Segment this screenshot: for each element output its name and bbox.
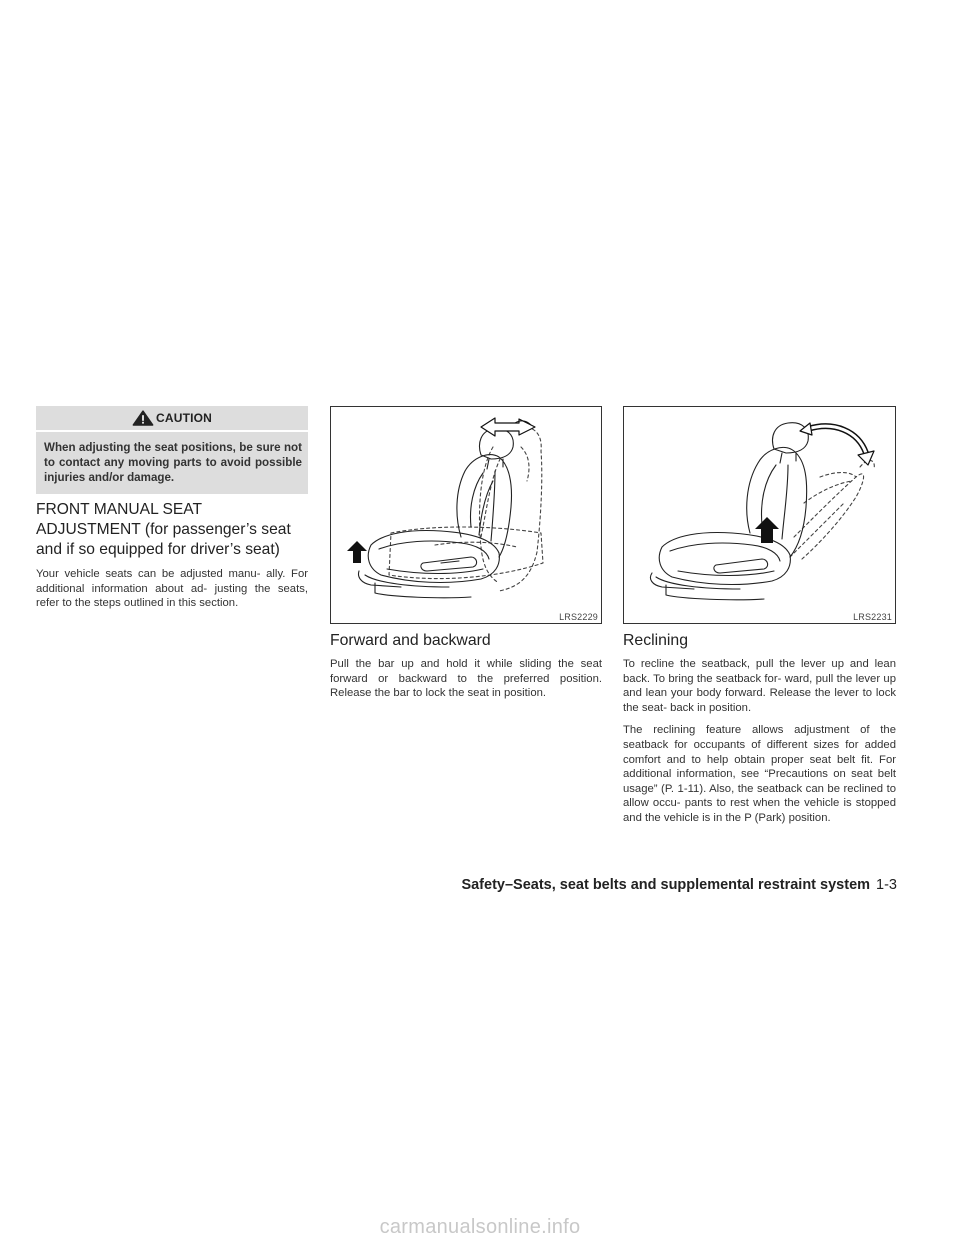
figure-id-lrs2231: LRS2231 xyxy=(853,612,892,622)
reclining-text-2: The reclining feature allows adjustment of the seatback for occupants of different sizes for added comfort and to help obtain proper seat belt fit. For additional information, see “Precautions on seat belt usage” (P. 1-11). Also, the seatback can be reclined to allow occu- pants to rest when the vehicle is stopped and the vehicle is in the P (Park) position. xyxy=(623,724,896,824)
seat-slide-illustration xyxy=(331,407,603,625)
caution-header xyxy=(36,406,308,430)
page-number: 1-3 xyxy=(876,877,897,893)
subheading-forward-backward: Forward and backward xyxy=(330,632,491,649)
seat-recline-figure xyxy=(623,406,896,624)
caution-box xyxy=(36,406,308,494)
section-intro-text: Your vehicle seats can be adjusted manu- ally. For additional information about ad- justing the seats, refer to the steps outlined in this section. xyxy=(36,568,308,610)
middle-column xyxy=(330,406,602,709)
subheading-reclining: Reclining xyxy=(623,632,688,649)
caution-text: When adjusting the seat positions, be sure not to contact any moving parts to avoid possible injuries and/or damage. xyxy=(44,441,302,484)
seat-recline-illustration xyxy=(624,407,897,625)
watermark-text: carmanualsonline.info xyxy=(379,1216,581,1238)
warning-icon xyxy=(132,410,154,426)
left-column xyxy=(36,406,308,619)
page-footer xyxy=(461,877,897,893)
seat-slide-figure xyxy=(330,406,602,624)
caution-heading: CAUTION xyxy=(155,411,213,425)
figure-id-lrs2229: LRS2229 xyxy=(559,612,598,622)
right-column xyxy=(623,406,896,834)
chapter-title: Safety–Seats, seat belts and supplemental restraint system xyxy=(461,877,871,893)
reclining-text-1: To recline the seatback, pull the lever up and lean back. To bring the seatback for- ward, pull the lever up and lean your body forward. Release the lever to lock the seat- back in position. xyxy=(623,658,896,714)
section-heading-front-manual: FRONT MANUAL SEAT ADJUSTMENT (for passenger’s seat and if so equipped for driver’s seat) xyxy=(36,501,291,558)
forward-backward-text: Pull the bar up and hold it while sliding the seat forward or backward to the preferred position. Release the bar to lock the seat in position. xyxy=(330,658,602,700)
